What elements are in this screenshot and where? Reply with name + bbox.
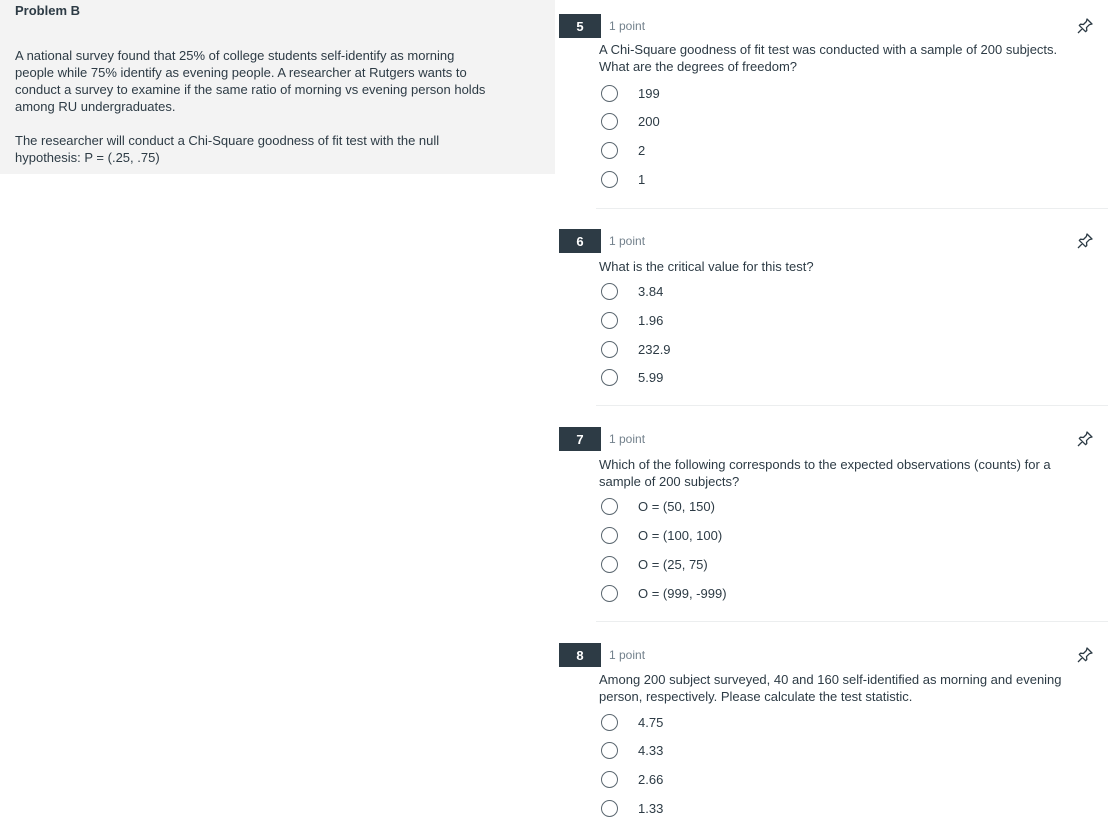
pin-icon[interactable] (1075, 231, 1095, 251)
pin-icon[interactable] (1075, 16, 1095, 36)
problem-paragraph-1 (15, 47, 530, 115)
problem-paragraph-2 (15, 132, 530, 166)
option-label: 2.66 (638, 772, 664, 787)
option-label: 200 (638, 114, 660, 129)
question-line: A Chi-Square goodness of fit test was conducted with a sample of 200 subjects. (599, 42, 1058, 57)
problem-title: Problem B (15, 3, 81, 18)
radio-button[interactable] (601, 498, 618, 515)
problem-line: hypothesis: P = (.25, .75) (15, 150, 160, 165)
question-text (599, 258, 1099, 275)
pin-icon[interactable] (1075, 429, 1095, 449)
question-points: 1 point (609, 234, 646, 248)
radio-button[interactable] (601, 85, 618, 102)
question-line: What are the degrees of freedom? (599, 59, 798, 74)
question-line: Which of the following corresponds to the expected observations (counts) for a (599, 457, 1051, 472)
option-label: 1.33 (638, 801, 664, 816)
radio-button[interactable] (601, 742, 618, 759)
question-divider (596, 621, 1108, 622)
option-label: O = (100, 100) (638, 528, 723, 543)
option-label: 1.96 (638, 313, 664, 328)
radio-button[interactable] (601, 585, 618, 602)
question-line: person, respectively. Please calculate the test statistic. (599, 689, 913, 704)
problem-line: people while 75% identify as evening people. A researcher at Rutgers wants to (15, 65, 467, 80)
pin-icon[interactable] (1075, 645, 1095, 665)
radio-button[interactable] (601, 369, 618, 386)
option-label: 232.9 (638, 342, 671, 357)
radio-button[interactable] (601, 142, 618, 159)
option-label: 1 (638, 172, 646, 187)
option-label: 199 (638, 86, 660, 101)
question-line: sample of 200 subjects? (599, 474, 740, 489)
radio-button[interactable] (601, 113, 618, 130)
radio-button[interactable] (601, 341, 618, 358)
problem-line: A national survey found that 25% of college students self-identify as morning (15, 48, 455, 63)
question-points: 1 point (609, 19, 646, 33)
option-label: 4.75 (638, 715, 664, 730)
option-label: 4.33 (638, 743, 664, 758)
option-label: 3.84 (638, 284, 664, 299)
question-divider (596, 208, 1108, 209)
radio-button[interactable] (601, 714, 618, 731)
problem-panel (0, 0, 555, 174)
question-number: 5 (559, 14, 601, 38)
option-label: 5.99 (638, 370, 664, 385)
question-line: Among 200 subject surveyed, 40 and 160 self-identified as morning and evening (599, 672, 1062, 687)
problem-line: conduct a survey to examine if the same ratio of morning vs evening person holds (15, 82, 486, 97)
radio-button[interactable] (601, 527, 618, 544)
radio-button[interactable] (601, 556, 618, 573)
problem-line: among RU undergraduates. (15, 99, 176, 114)
radio-button[interactable] (601, 771, 618, 788)
question-number: 8 (559, 643, 601, 667)
radio-button[interactable] (601, 312, 618, 329)
question-text (599, 671, 1099, 705)
radio-button[interactable] (601, 800, 618, 817)
question-line: What is the critical value for this test? (599, 259, 814, 274)
question-points: 1 point (609, 648, 646, 662)
question-number: 6 (559, 229, 601, 253)
option-label: O = (50, 150) (638, 499, 715, 514)
radio-button[interactable] (601, 171, 618, 188)
question-number: 7 (559, 427, 601, 451)
question-divider (596, 405, 1108, 406)
problem-line: The researcher will conduct a Chi-Square goodness of fit test with the null (15, 133, 440, 148)
option-label: O = (25, 75) (638, 557, 708, 572)
question-text (599, 41, 1099, 75)
question-points: 1 point (609, 432, 646, 446)
question-text (599, 456, 1099, 490)
radio-button[interactable] (601, 283, 618, 300)
option-label: O = (999, -999) (638, 586, 727, 601)
option-label: 2 (638, 143, 646, 158)
